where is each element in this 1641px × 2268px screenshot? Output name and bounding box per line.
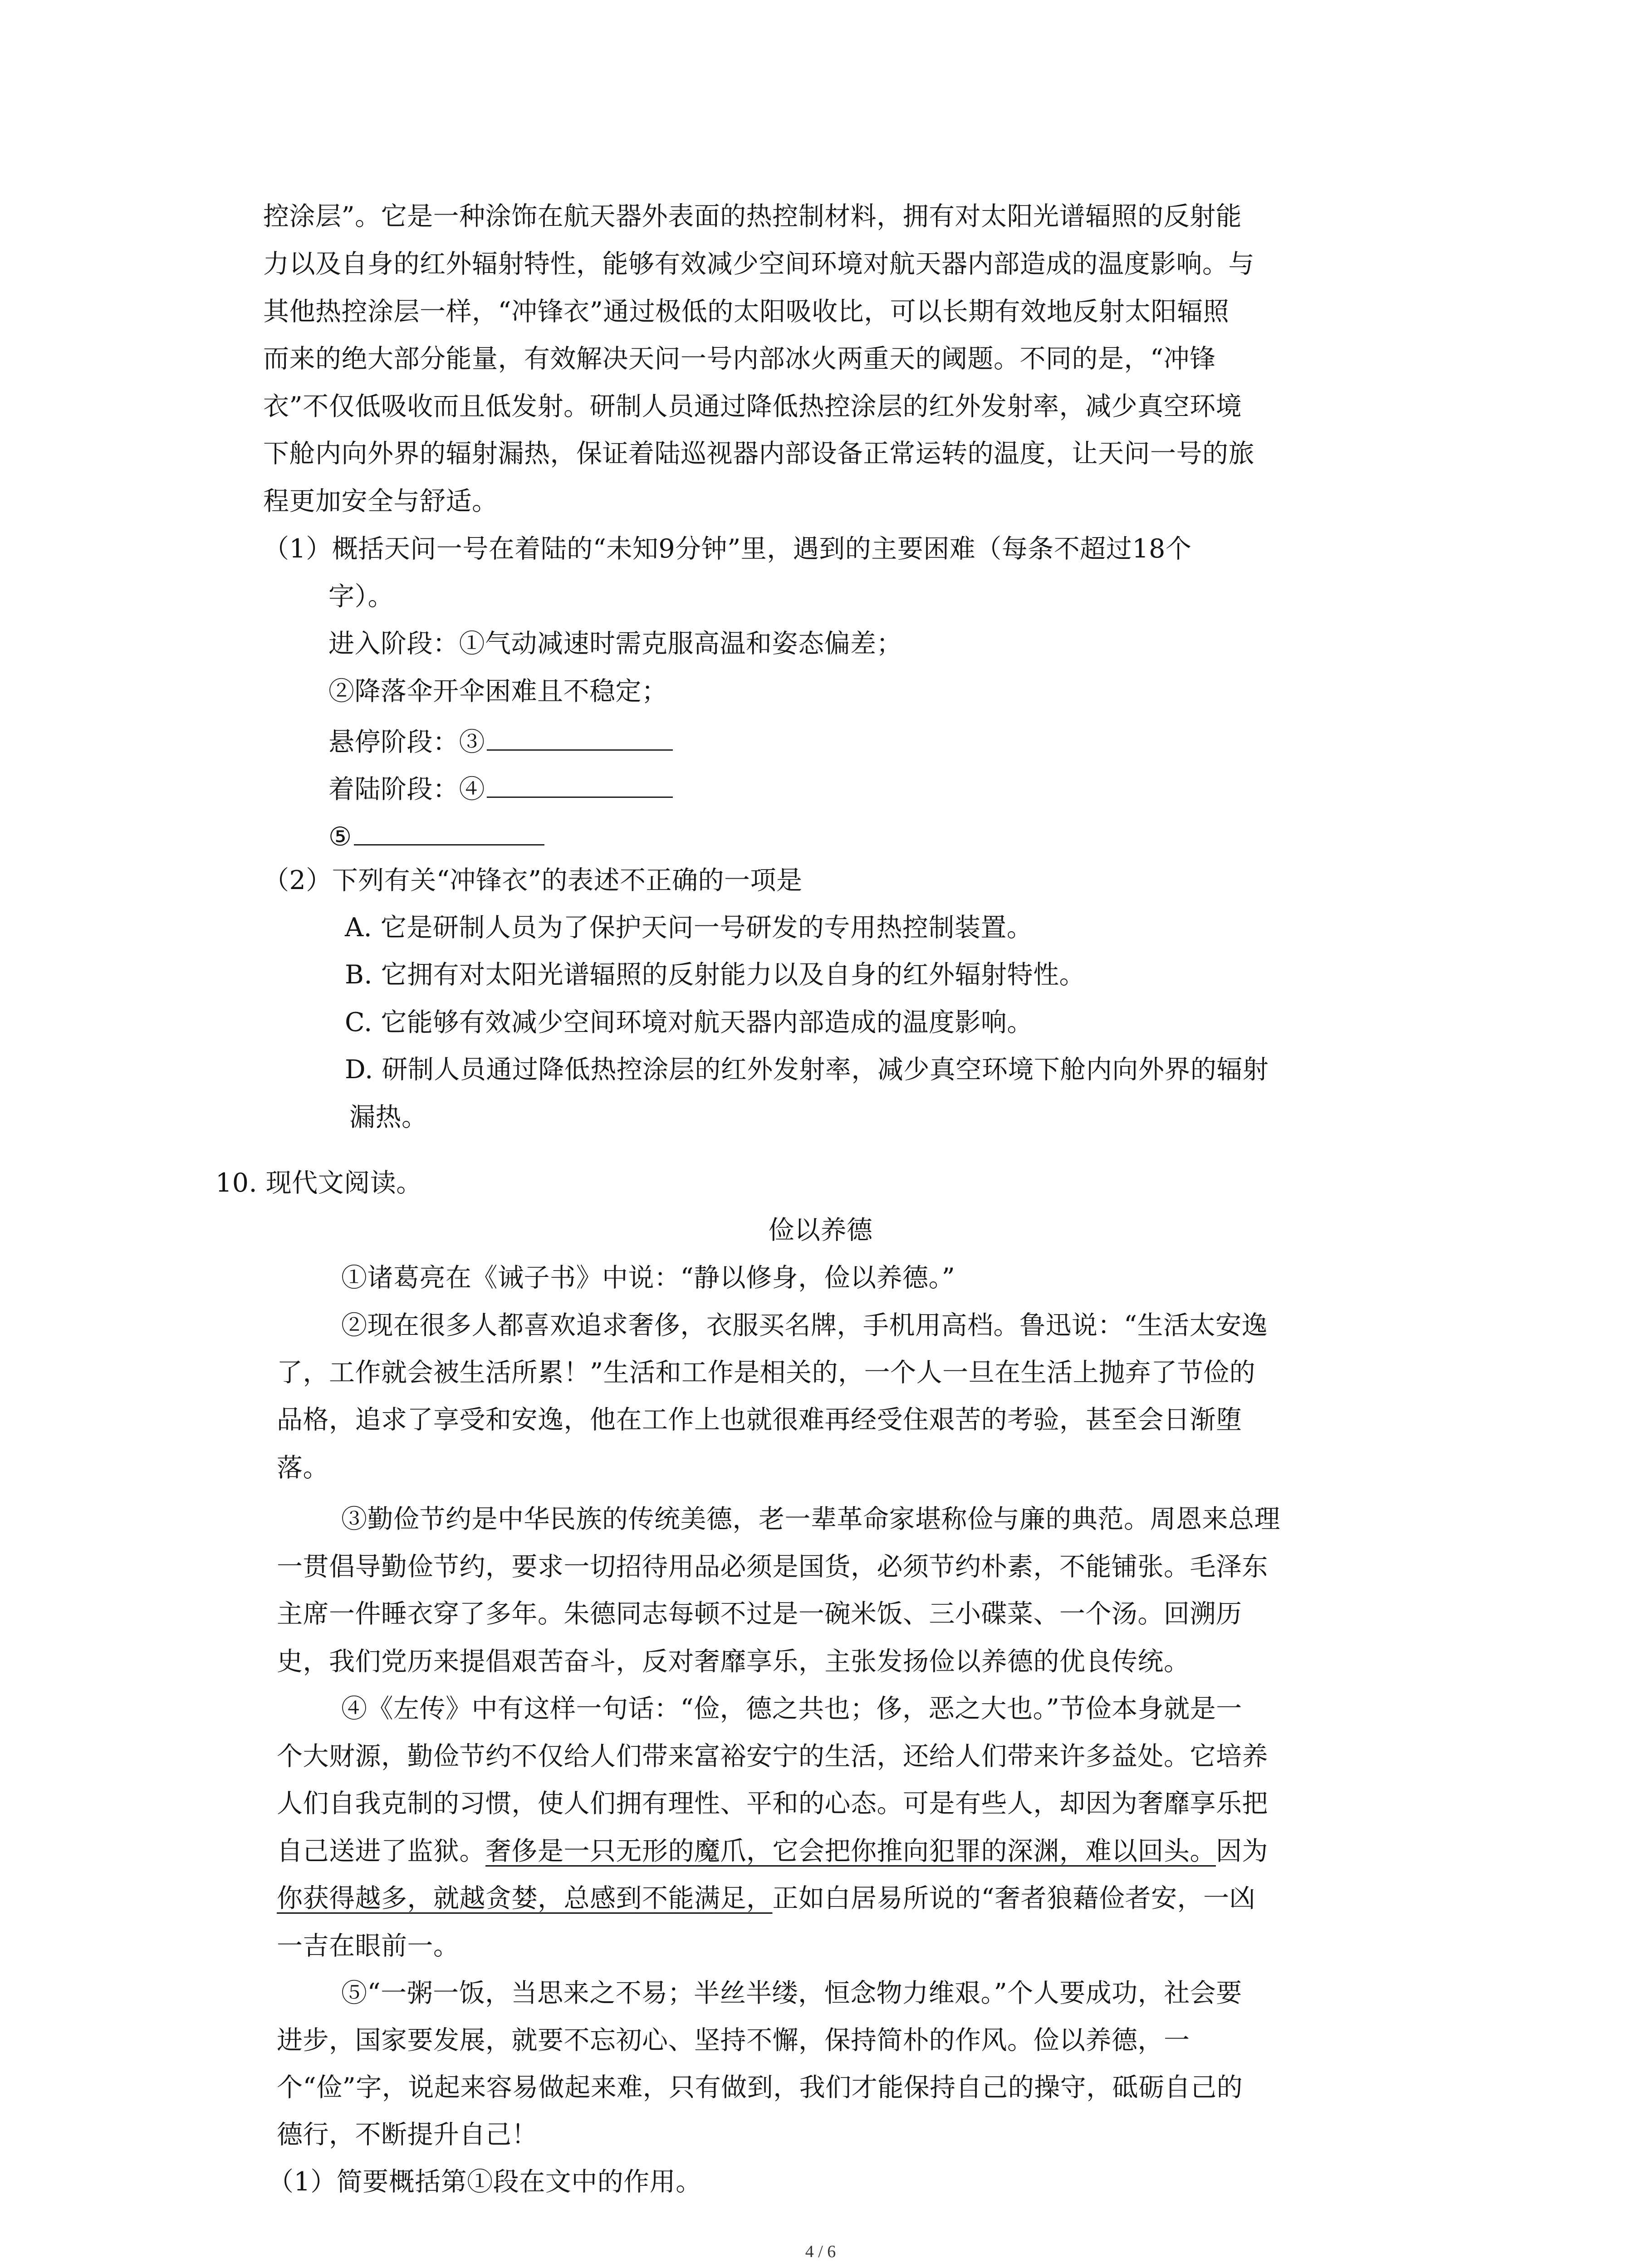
paragraph-line: [277, 1837, 1268, 1866]
answer-label: 悬停阶段：③: [328, 727, 485, 757]
answer-row: [328, 771, 673, 804]
page-number: 4 / 6: [805, 2242, 836, 2261]
paragraph-line: 一贯倡导勤俭节约，要求一切招待用品必须是国货，必须节约朴素，不能铺张。毛泽东: [277, 1552, 1268, 1582]
underlined-sentence: 你获得越多，就越贪婪，总感到不能满足，: [277, 1883, 773, 1913]
passage-line: 其他热控涂层一样，“冲锋衣”通过极低的太阳吸收比，可以长期有效地反射太阳辐照: [263, 297, 1230, 327]
paragraph-line: 个“俭”字，说起来容易做起来难，只有做到，我们才能保持自己的操守，砥砺自己的: [277, 2072, 1243, 2102]
answer-blank-5[interactable]: [354, 819, 544, 846]
paragraph-line: ①诸葛亮在《诫子书》中说：“静以修身，俭以养德。”: [341, 1263, 955, 1293]
passage-line: 衣”不仅低吸收而且低发射。研制人员通过降低热控涂层的红外发射率，减少真空环境: [263, 391, 1242, 421]
option-b: B. 它拥有对太阳光谱辐照的反射能力以及自身的红外辐射特性。: [345, 960, 1086, 990]
stem-part: （2）下列有关“冲锋衣”的表述: [263, 865, 620, 895]
passage-line: 而来的绝大部分能量，有效解决天问一号内部冰火两重天的阈题。不同的是，“冲锋: [263, 344, 1216, 374]
passage-line: 程更加安全与舒适。: [263, 486, 498, 516]
answer-row: [328, 724, 673, 757]
paragraph-line: ②现在很多人都喜欢追求奢侈，衣服买名牌，手机用高档。鲁迅说：“生活太安逸: [341, 1310, 1268, 1340]
answer-blank-4[interactable]: [487, 771, 673, 798]
paragraph-line: 一吉在眼前一。: [277, 1931, 460, 1961]
text-run: 正如白居易所说的“奢者狼藉俭者安，一凶: [772, 1883, 1256, 1913]
paragraph-line: ③勤俭节约是中华民族的传统美德，老一辈革命家堪称俭与廉的典范。周恩来总理: [341, 1504, 1280, 1534]
article-title: 俭以养德: [768, 1215, 873, 1245]
underlined-sentence: 奢侈是一只无形的魔爪，它会把你推向犯罪的深渊，难以回头。: [485, 1836, 1216, 1866]
paragraph-line: ④《左传》中有这样一句话：“俭，德之共也；侈，恶之大也。”节俭本身就是一: [341, 1694, 1242, 1724]
answer-row: [328, 819, 544, 851]
option-c: C. 它能够有效减少空间环境对航天器内部造成的温度影响。: [345, 1007, 1033, 1037]
text-run: 自己送进了监狱。: [277, 1836, 485, 1866]
stem-part: 的一项是: [698, 865, 803, 895]
paragraph-line: [277, 1884, 1255, 1913]
option-d-cont: 漏热。: [349, 1102, 428, 1132]
question-stem: [263, 866, 803, 895]
paragraph-line: 落。: [277, 1453, 329, 1483]
sub-question: （1）简要概括第①段在文中的作用。: [268, 2167, 702, 2197]
paragraph-line: 主席一件睡衣穿了多年。朱德同志每顿不过是一碗米饭、三小碟菜、一个汤。回溯历: [277, 1599, 1242, 1629]
passage-line: 下舱内向外界的辐射漏热，保证着陆巡视器内部设备正常运转的温度，让天问一号的旅: [263, 439, 1254, 469]
paragraph-line: 史，我们党历来提倡艰苦奋斗，反对奢靡享乐，主张发扬俭以养德的优良传统。: [277, 1647, 1190, 1677]
answer-line: 进入阶段：①气动减速时需克服高温和姿态偏差；: [328, 629, 902, 659]
text-run: 因为: [1216, 1836, 1268, 1866]
answer-blank-3[interactable]: [487, 724, 673, 751]
option-d: D. 研制人员通过降低热控涂层的红外发射率，减少真空环境下舱内向外界的辐射: [345, 1055, 1269, 1085]
paragraph-line: 了，工作就会被生活所累！”生活和工作是相关的，一个人一旦在生活上抛弃了节俭的: [277, 1358, 1256, 1388]
paragraph-line: 德行，不断提升自己！: [277, 2120, 538, 2150]
question-heading: 10. 现代文阅读。: [216, 1168, 422, 1198]
option-a: A. 它是研制人员为了保护天问一号研发的专用热控制装置。: [345, 913, 1033, 943]
paragraph-line: 品格，追求了享受和安逸，他在工作上也就很难再经受住艰苦的考验，甚至会日渐堕: [277, 1405, 1242, 1435]
paragraph-line: 个大财源，勤俭节约不仅给人们带来富裕安宁的生活，还给人们带来许多益处。它培养: [277, 1741, 1268, 1771]
passage-line: 力以及自身的红外辐射特性，能够有效减少空间环境对航天器内部造成的温度影响。与: [263, 249, 1254, 279]
paragraph-line: ⑤“一粥一饭，当思来之不易；半丝半缕，恒念物力维艰。”个人要成功，社会要: [341, 1978, 1242, 2008]
answer-label: ⑤: [328, 822, 352, 852]
question-stem-cont: 字）。: [328, 582, 394, 611]
passage-line: 控涂层”。它是一种涂饰在航天器外表面的热控制材料，拥有对太阳光谱辐照的反射能: [263, 201, 1242, 231]
answer-line: ②降落伞开伞困难且不稳定；: [328, 676, 668, 706]
stem-emphasis: 不正确: [620, 865, 698, 895]
question-stem: （1）概括天问一号在着陆的“未知9分钟”里，遇到的主要困难（每条不超过18个: [263, 534, 1192, 564]
answer-label: 着陆阶段：④: [328, 774, 485, 804]
paragraph-line: 进步，国家要发展，就要不忘初心、坚持不懈，保持简朴的作风。俭以养德，一: [277, 2025, 1190, 2055]
paragraph-line: 人们自我克制的习惯，使人们拥有理性、平和的心态。可是有些人，却因为奢靡享乐把: [277, 1789, 1268, 1818]
